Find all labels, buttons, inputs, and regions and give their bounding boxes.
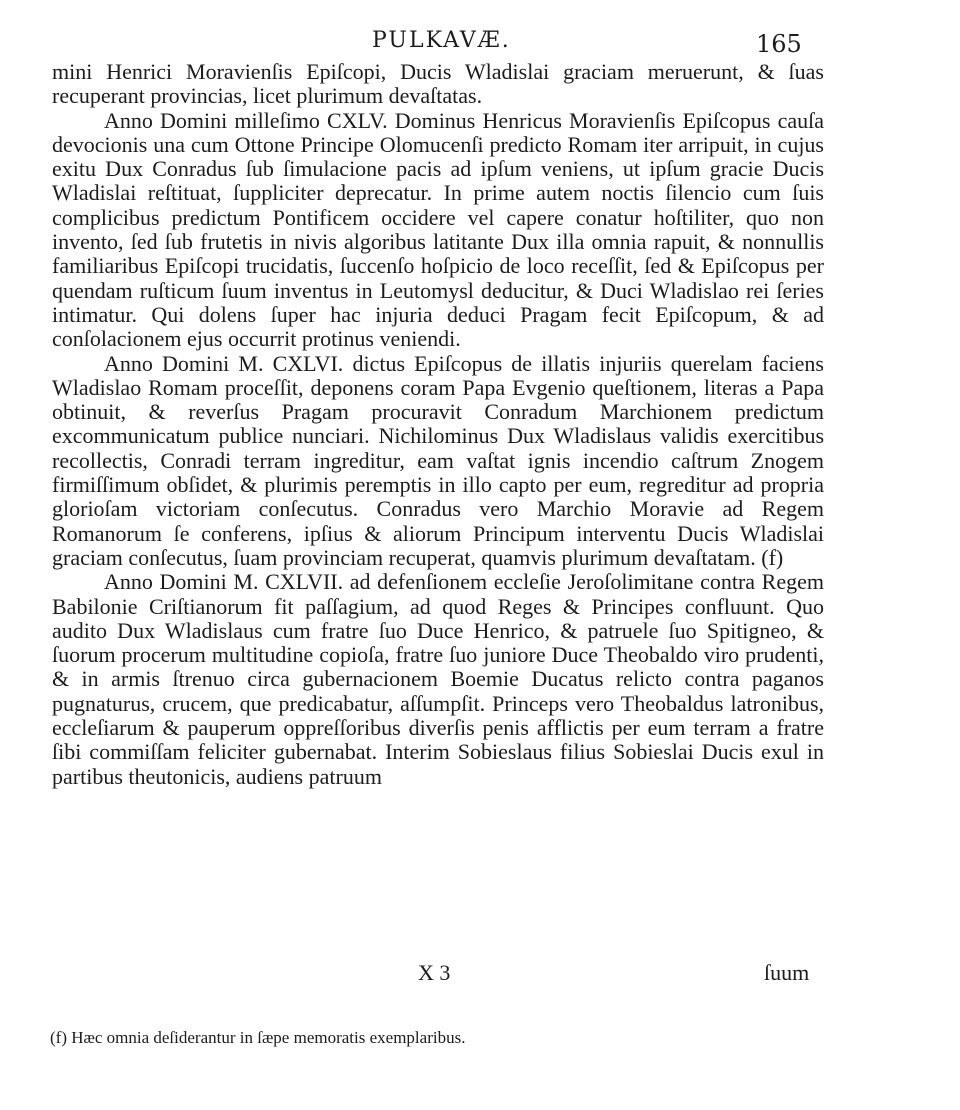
page-header: [0, 18, 960, 58]
signature-mark: X 3: [418, 960, 451, 985]
catchword: ſuum: [764, 960, 810, 985]
paragraph: Anno Domini M. CXLVII. ad defenſionem eccleſie Jeroſolimitane contra Regem Babilonie Criſtianorum fit paſſagium, ad quod Reges & Principes confluunt. Quo audito Dux Wladislaus cum fratre ſuo Duce Henrico, & patruele ſuo Spitigneo, & ſuorum procerum multitudine copioſa, fratre ſuo juniore Duce Theobaldo viro prudenti, & in armis ſtrenuo circa gubernacionem Boemie Ducatus relicto contra paganos pugnaturus, crucem, que predicabatur, aſſumpſit. Princeps vero Theobaldus latronibus, eccleſiarum & pauperum oppreſſoribus diverſis penis afflictis per eum terram a fratre ſibi commiſſam feliciter gubernabat. Interim Sobieslaus filius Sobieslai Ducis exul in partibus theutonicis, audiens patruum: [52, 569, 824, 789]
main-text: [52, 60, 824, 789]
footnote: (f) Hæc omnia deſiderantur in ſæpe memoratis exemplaribus.: [50, 1028, 466, 1047]
paragraph: mini Henrici Moravienſis Epiſcopi, Ducis Wladislai graciam meruerunt, & ſuas recuperant provincias, licet plurimum devaſtatas.: [52, 59, 824, 109]
paragraph: Anno Domini M. CXLVI. dictus Epiſcopus de illatis injuriis querelam faciens Wladislao Romam proceſſit, deponens coram Papa Evgenio queſtionem, literas a Papa obtinuit, & reverſus Pragam procuravit Conradum Marchionem predictum excommunicatum publice nunciari. Nichilominus Dux Wladislaus validis exercitibus recollectis, Conradi terram ingreditur, eam vaſtat ignis incendio caſtrum Znogem firmiſſimum obſidet, & plurimis peremptis in illo capto per eum, regreditur ad propria glorioſam victoriam conſecutus. Conradus vero Marchio Moravie ad Regem Romanorum ſe conferens, ipſius & aliorum Principum interventu Ducis Wladislai graciam conſecutus, ſuam provinciam recuperat, quamvis plurimum devaſtatam. (f): [52, 350, 824, 570]
page-footer-marks: [52, 960, 824, 988]
running-title: PULKAVÆ.: [372, 28, 511, 53]
page-number: 165: [756, 30, 802, 58]
paragraph: Anno Domini milleſimo CXLV. Dominus Henricus Moravienſis Epiſcopus cauſa devocionis una cum Ottone Principe Olomucenſi predicto Romam iter arripuit, in cujus exitu Dux Conradus ſub ſimulacione pacis ad ipſum veniens, ut ipſum gracie Ducis Wladislai reſtituat, ſuppliciter deprecatur. In prime autem noctis ſilencio cum ſuis complicibus predictum Pontificem occidere vel capere conatur hoſtiliter, quo non invento, ſed ſub frutetis in nivis algoribus latitante Dux illa omnia rapuit, & nonnullis familiaribus Epiſcopi trucidatis, ſuccenſo hoſpicio de loco receſſit, ſed & Epiſcopus per quendam ruſticum ſuum inventus in Leutomysl deducitur, & Duci Wladislao rei ſeries intimatur. Qui dolens ſuper hac injuria deduci Pragam fecit Epiſcopum, & ad conſolacionem ejus occurrit protinus veniendi.: [52, 107, 824, 352]
